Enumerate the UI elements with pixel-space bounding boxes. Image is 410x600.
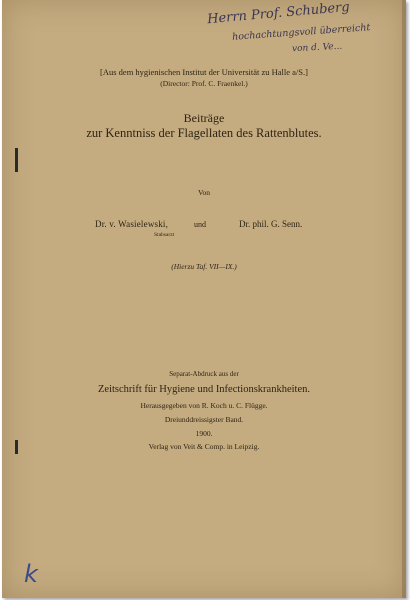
page-edge (402, 0, 406, 598)
handwritten-line-3: von d. Ve... (291, 41, 343, 55)
separat-line: Separat-Abdruck aus der (169, 370, 239, 378)
catalog-mark: k (24, 560, 38, 588)
author-1: Dr. v. Wasielewski, (95, 219, 169, 229)
document-page (2, 0, 406, 598)
author-2: Dr. phil. G. Senn. (239, 219, 303, 229)
author-1-role: Stabsarzt (154, 232, 175, 238)
title-line-2: zur Kenntniss der Flagellaten des Rattenblutes. (86, 126, 322, 140)
year-line: 1900. (195, 429, 213, 438)
handwritten-line-2: hochachtungsvoll überreicht (231, 22, 371, 43)
institute-line: [Aus dem hygienischen Institut der Universität zu Halle a/S.] (100, 67, 308, 77)
von-label: Von (198, 188, 210, 197)
title-line-1: Beiträge (183, 111, 225, 125)
plates-note: (Hierzu Taf. VII—IX.) (171, 262, 237, 271)
margin-mark-top (15, 148, 18, 172)
editors-line: Herausgegeben von R. Koch u. C. Flügge. (140, 401, 268, 410)
journal-line: Zeitschrift für Hygiene und Infectionskrankheiten. (98, 384, 310, 395)
handwritten-line-1: Herrn Prof. Schuberg (206, 0, 351, 28)
und-label: und (194, 220, 206, 229)
margin-mark-bottom (15, 440, 18, 454)
publisher-line: Verlag von Veit & Comp. in Leipzig. (148, 442, 260, 451)
volume-line: Dreiunddreissigster Band. (164, 415, 244, 424)
director-line: (Director: Prof. C. Fraenkel.) (160, 79, 248, 88)
